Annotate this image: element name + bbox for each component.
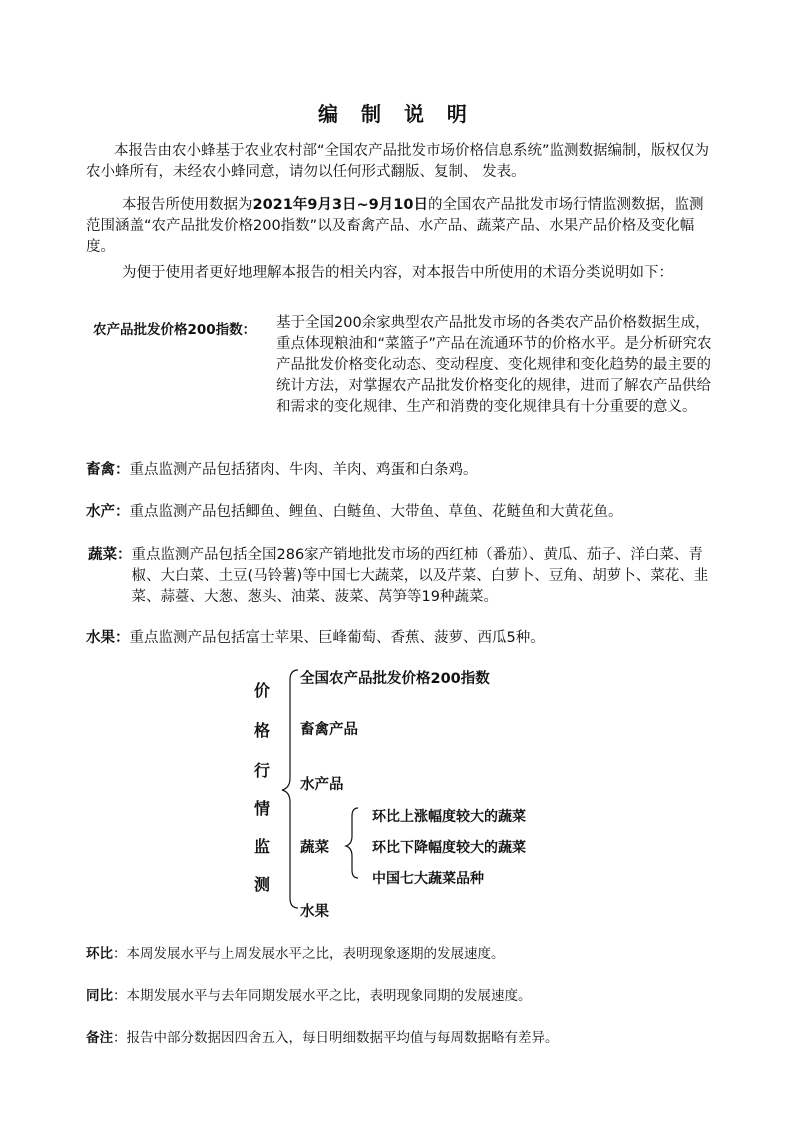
- category-livestock: [86, 460, 726, 481]
- veg-sub-falling: 环比下降幅度较大的蔬菜: [372, 840, 526, 856]
- category-term: 水产：: [86, 504, 130, 520]
- term-label: 同比: [86, 988, 113, 1004]
- term-remark: [86, 1026, 559, 1046]
- veg-sub-seven-major: 中国七大蔬菜品种: [372, 871, 484, 887]
- category-desc: 重点监测产品包括全国286家产销地批发市场的西红柿（番茄）、黄瓜、茄子、洋白菜、青椒、大白菜、土豆(马铃薯)等中国七大蔬菜，以及芹菜、白萝卜、豆角、胡萝卜、菜花、韭菜、蒜薹、大葱、葱头、油菜、菠菜、莴笋等19种蔬菜。: [131, 547, 709, 605]
- index-definition-term: 农产品批发价格200指数：: [93, 322, 257, 338]
- main-bracket: [282, 670, 298, 908]
- term-label: 环比: [86, 946, 113, 962]
- branch-fruit: 水果: [300, 904, 329, 920]
- category-aquatic: [86, 502, 726, 523]
- intro-paragraph-data-scope: [86, 195, 716, 258]
- root-char: 格: [254, 721, 271, 740]
- branch-vegetables: 蔬菜: [300, 840, 329, 856]
- page-title: 编 制 说 明: [318, 102, 475, 126]
- root-char: 测: [254, 875, 271, 894]
- data-date-range: 2021年9月3日~9月10日: [252, 197, 428, 213]
- root-char: 监: [254, 837, 271, 856]
- category-vegetables: [88, 545, 728, 608]
- category-desc: 重点监测产品包括猪肉、牛肉、羊肉、鸡蛋和白条鸡。: [129, 462, 478, 478]
- category-fruit: [86, 628, 726, 649]
- intro-paragraph-terms: 为便于使用者更好地理解本报告的相关内容，对本报告中所使用的术语分类说明如下：: [122, 265, 673, 281]
- veg-sub-rising: 环比上涨幅度较大的蔬菜: [372, 809, 526, 825]
- category-desc: 重点监测产品包括富士苹果、巨峰葡萄、香蕉、菠萝、西瓜5种。: [129, 630, 545, 646]
- index-definition-body: 基于全国200余家典型农产品批发市场的各类农产品价格数据生成，重点体现粮油和“菜篮子”产品在流通环节的价格水平。是分析研究农产品批发价格变化动态、变动程度、变化规律和变化趋势的最主要的统计方法，对掌握农产品批发价格变化的规律，进而了解农产品供给和需求的变化规律、生产和消费的变化规律具有十分重要的意义。: [276, 315, 712, 415]
- data-scope-prefix: 本报告所使用数据为: [122, 197, 253, 213]
- monitoring-tree-diagram: [250, 664, 570, 926]
- term-desc: ：本周发展水平与上周发展水平之比，表明现象逐期的发展速度。: [113, 946, 505, 962]
- category-term: 畜禽：: [86, 462, 130, 478]
- category-term: 蔬菜：: [88, 547, 132, 563]
- term-year-over-year: [86, 984, 532, 1004]
- data-scope-suffix: 的全国农产品批发市场行情监测数据，监测范围涵盖“农产品批发价格200指数”以及畜禽产品、水产品、蔬菜产品、水果产品价格及变化幅度。: [86, 197, 704, 255]
- vegetable-bracket: [346, 808, 358, 878]
- intro-paragraph-copyright: 本报告由农小蜂基于农业农村部“全国农产品批发市场价格信息系统”监测数据编制，版权仅为农小蜂所有，未经农小蜂同意，请勿以任何形式翻版、复制、 发表。: [86, 143, 710, 180]
- term-week-over-week: [86, 942, 505, 962]
- branch-livestock: 畜禽产品: [300, 722, 358, 738]
- root-char: 行: [254, 761, 271, 780]
- category-term: 水果：: [86, 630, 130, 646]
- term-label: 备注: [86, 1030, 113, 1046]
- term-desc: ：报告中部分数据因四舍五入，每日明细数据平均值与每周数据略有差异。: [113, 1030, 559, 1046]
- category-desc: 重点监测产品包括鲫鱼、鲤鱼、白鲢鱼、大带鱼、草鱼、花鲢鱼和大黄花鱼。: [129, 504, 623, 520]
- root-char: 情: [254, 799, 271, 818]
- term-desc: ：本期发展水平与去年同期发展水平之比，表明现象同期的发展速度。: [113, 988, 532, 1004]
- branch-aquatic: 水产品: [300, 777, 344, 793]
- branch-index: 全国农产品批发价格200指数: [300, 671, 490, 687]
- root-char: 价: [254, 681, 271, 700]
